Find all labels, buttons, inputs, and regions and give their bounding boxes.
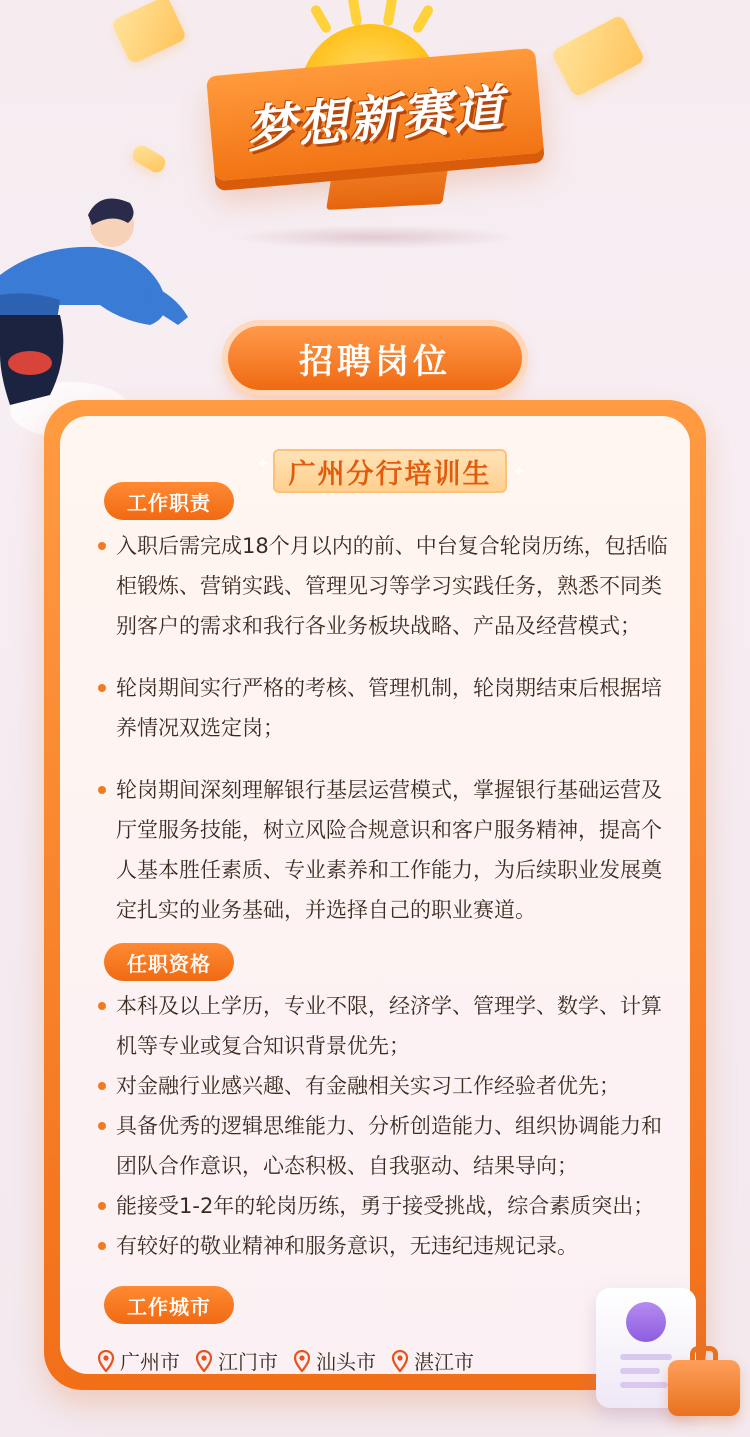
- sun-ray: [382, 0, 397, 27]
- list-item: [98, 668, 668, 748]
- qualification-text: 对金融行业感兴趣、有金融相关实习工作经验者优先；: [116, 1074, 620, 1098]
- section-title-pill: [228, 326, 522, 390]
- responsibility-text: 轮岗期间实行严格的考核、管理机制，轮岗期结束后根据培养情况双选定岗；: [116, 676, 662, 740]
- bullet-dot: [98, 1242, 106, 1250]
- qualification-text: 能接受1-2年的轮岗历练，勇于接受挑战，综合素质突出；: [116, 1194, 655, 1218]
- city-list: [98, 1346, 474, 1375]
- qualification-text: 具备优秀的逻辑思维能力、分析创造能力、组织协调能力和团队合作意识，心态积极、自我驱动、结果导向；: [116, 1114, 662, 1178]
- location-pin-icon: [98, 1350, 114, 1372]
- city-item: [294, 1346, 376, 1375]
- city-name: 湛江市: [414, 1350, 474, 1374]
- position-name-label: [273, 449, 507, 493]
- bullet-dot: [98, 1122, 106, 1130]
- briefcase-icon: [668, 1360, 740, 1416]
- banner-shadow: [230, 225, 520, 249]
- city-item: [98, 1346, 180, 1375]
- position-name: 广州分行培训生: [288, 458, 492, 490]
- sparkle-icon: ✦: [256, 454, 270, 473]
- qualification-text: 有较好的敬业精神和服务意识，无违纪违规记录。: [116, 1234, 578, 1258]
- responsibility-text: 入职后需完成18个月以内的前、中台复合轮岗历练，包括临柜锻炼、营销实践、管理见习等学习实践任务，熟悉不同类别客户的需求和我行各业务板块战略、产品及经营模式；: [116, 534, 668, 638]
- bullet-dot: [98, 1082, 106, 1090]
- page-title: 梦想新赛道: [243, 78, 508, 159]
- location-pin-icon: [196, 1350, 212, 1372]
- resume-line: [620, 1368, 660, 1374]
- list-item: [98, 1226, 668, 1266]
- bullet-dot: [98, 684, 106, 692]
- bullet-dot: [98, 542, 106, 550]
- list-item: [98, 770, 668, 930]
- bullet-dot: [98, 1202, 106, 1210]
- city-name: 广州市: [120, 1350, 180, 1374]
- qualification-text: 本科及以上学历，专业不限，经济学、管理学、数学、计算机等专业或复合知识背景优先；: [116, 994, 662, 1058]
- qualifications-tag: [104, 943, 234, 981]
- resume-line: [620, 1354, 672, 1360]
- responsibilities-list: [98, 526, 668, 930]
- title-banner: [206, 48, 544, 181]
- ticket-icon: [111, 0, 187, 65]
- list-item: [98, 986, 668, 1066]
- avatar-icon: [626, 1302, 666, 1342]
- sun-ray: [347, 0, 362, 27]
- list-item: [98, 526, 668, 646]
- sun-ray: [411, 4, 435, 35]
- ticket-icon: [130, 143, 168, 176]
- bullet-dot: [98, 786, 106, 794]
- ticket-icon: [550, 14, 645, 97]
- cities-tag: [104, 1286, 234, 1324]
- city-item: [392, 1346, 474, 1375]
- bullet-dot: [98, 1002, 106, 1010]
- job-card-inner: [60, 416, 690, 1374]
- sun-ray: [309, 4, 333, 35]
- list-item: [98, 1186, 668, 1226]
- resume-line: [620, 1382, 668, 1388]
- location-pin-icon: [392, 1350, 408, 1372]
- sparkle-icon: ✦: [512, 462, 526, 481]
- list-item: [98, 1106, 668, 1186]
- responsibility-text: 轮岗期间深刻理解银行基层运营模式，掌握银行基础运营及厅堂服务技能，树立风险合规意识和客户服务精神，提高个人基本胜任素质、专业素养和工作能力，为后续职业发展奠定扎实的业务基础，并选择自己的职业赛道。: [116, 778, 662, 922]
- responsibilities-label: 工作职责: [127, 490, 211, 515]
- city-name: 汕头市: [316, 1350, 376, 1374]
- responsibilities-tag: [104, 482, 234, 520]
- city-item: [196, 1346, 278, 1375]
- location-pin-icon: [294, 1350, 310, 1372]
- section-title: 招聘岗位: [299, 341, 451, 382]
- cities-label: 工作城市: [127, 1294, 211, 1319]
- job-card: [44, 400, 706, 1390]
- qualifications-list: [98, 986, 668, 1266]
- city-name: 江门市: [218, 1350, 278, 1374]
- list-item: [98, 1066, 668, 1106]
- qualifications-label: 任职资格: [127, 951, 211, 976]
